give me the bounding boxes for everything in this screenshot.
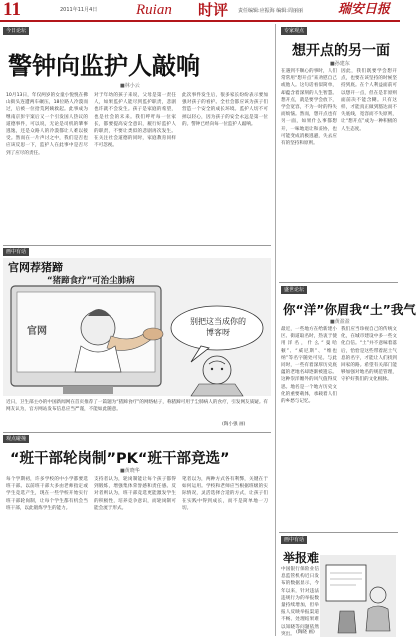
article5-headline: 你“洋”你眉我“土”我气	[283, 302, 416, 317]
section-rule-3	[279, 282, 398, 283]
cartoon-bubble-text: 别把这当成你的博客呀	[190, 317, 246, 337]
article6-caption: 中国银行保险业信息监管机构近日发布的数据显示，今年以来，针对违法违规行为的举报数量持续增加，但举报人反映举报渠道不畅、处理结果难以知晓等问题依然突出。	[281, 567, 319, 637]
newspaper-brand: 瑞安日报	[338, 2, 391, 17]
editors-line: 责任编辑:应振海 编辑:周丽丽	[238, 8, 303, 14]
article3-headline: “班干部轮岗制”PK“班干部竞选”	[10, 451, 230, 467]
cartoon-speech: “猪蹄食疗”可治尘肺病	[47, 276, 135, 286]
article1-column-2: 对于年幼的孩子来说，父母是第一责任人，如果监护人能尽到监护职责，悲剧也许就不会发生。孩子是家庭的希望，也是社会的未来。我们呼吁每一位家长，都要提高安全意识，履行好监护人的职责，不要让类似的悲剧再次发生。在关注社会道德的同时，家庭教育同样不可忽视。	[94, 93, 176, 149]
article5-byline: ■黄盈盈	[330, 319, 350, 325]
section-title: 时评	[198, 1, 229, 19]
article3-tag: 观点碰撞	[3, 435, 29, 443]
cartoon-illustration	[3, 258, 271, 396]
article4-headline: 想开点的另一面	[292, 43, 390, 59]
cartoon-credit: (陶小强 画)	[222, 422, 246, 427]
small-cartoon	[320, 555, 396, 637]
article4-byline: ■孙建东	[330, 61, 350, 67]
article1-column-3: 此次事件发生后，很多家长纷纷表示要加强对孩子的看护。全社会都应该为孩子们营造一个安全的成长环境。监护人切不可掉以轻心，因为孩子的安全永远是第一位的。警钟已经向每一位监护人敲响。	[182, 93, 268, 127]
article1-column-1: 10月13日，年仅两岁的女童小悦悦在佛山街头连遭两车碾压，18位路人冷漠而过，后被一位拾荒阿姨救起。此事成为继南京彭宇案后又一个引发国人热议的道德事件，可以说，无论是司机的肇事逃逸，还是众路人的冷漠都让人难以接受。然而在一片声讨之中，我们是否也应该反思一下，监护人在此事中是否尽到了应尽的责任。	[6, 93, 88, 156]
article5-tag: 盛世论坛	[281, 286, 307, 294]
article3-column-3: 笔者以为，两种方式各有利弊，关键在于如何运用。学校和老师应当根据班级的实际情况，灵活选择合适的方式，让孩子们在实践中得到成长，而不是简单地一刀切。	[182, 477, 268, 511]
article3-byline: ■黄晓华	[120, 468, 140, 474]
article1-byline: ■林小云	[120, 83, 140, 89]
article3-column-2: 支持者认为，轮岗制能让每个孩子都得到锻炼，增强集体荣誉感和责任感。反对者则认为，班干部竞选更能激发学生的积极性，培养竞争意识，而轮岗制可能会流于形式。	[94, 477, 176, 511]
article6-headline: 举报难	[283, 551, 320, 565]
small-cartoon-credit: (陶晓 画)	[296, 630, 315, 635]
small-cartoon-drawing	[320, 555, 396, 637]
article4-column-1: 在遇到不顺心的事时，人们常常用“想开点”来劝慰自己或他人。这句话看似简单，却蕴含着深刻的人生智慧。想开点，就是要学会放下，学会宽容，不为一时的得失而烦恼。然而，想开点也有另一面，如果什么事都想开，一味地退让和妥协，也可能变成消极逃避，失去应有的坚持和原则。	[281, 69, 337, 147]
section-roman: Ruian	[136, 2, 172, 18]
section-rule	[3, 245, 271, 246]
section-rule-2	[3, 432, 271, 433]
article2-headline: 官网荐猪蹄	[8, 261, 63, 274]
article5-column-2: 我们应当珍视自己的传统文化，在城市建设中多一些文化自信。“土”并不意味着落后，恰恰是这些带着泥土气息的名字，才能让人们找到回家的路。希望有关部门能够加强对地名的规范管理，守护好我们的文化根脉。	[341, 327, 397, 383]
cartoon-caption: 近日，卫生部主办的中国新闻网在首页推荐了一篇题为“猪蹄食疗”的网络帖子，称猪蹄可用于尘肺病人的食疗，引发网友质疑。有网友认为，官方网站发布信息应当严谨，不能如此随意。	[6, 400, 269, 412]
article4-column-2: 因此，我们既要学会想开点，也要在该坚持的时候坚持到底。在个人利益面前可以想开一点，但在是非原则面前决不能含糊。只有这样，才能真正做到豁达而不失底线，宽容而不失原则，让“想开点”成为一种积极的人生态度。	[341, 69, 397, 132]
column-divider	[275, 24, 276, 636]
article1-headline: 警钟向监护人敲响	[8, 52, 200, 80]
issue-date: 2011年11月4日	[60, 7, 98, 13]
article3-column-1: 每个学期初，许多学校的中小学都要选班干部。以前班干部大多由老师指定或学生竞选产生，现在一些学校开始实行班干部轮岗制，让每个学生都有机会当班干部，以此锻炼学生的能力。	[6, 477, 88, 511]
article1-tag: 今日论坛	[3, 27, 29, 35]
article2-tag: 画中有话	[3, 248, 29, 256]
page-number: 11	[3, 0, 21, 20]
masthead	[0, 0, 400, 22]
article5-column-1: 最近，一些地方在给新建小区、街道取名时，热衷于使用洋名，什么“曼哈顿”、“威尼斯”、“维也纳”等名字随处可见。与此同时，一些有着深厚历史底蕴的老地名却逐渐被遗忘。这种崇洋媚外的风气值得反思。地名是一个地方历史文化的重要载体，承载着人们的乡愁与记忆。	[281, 327, 337, 405]
cartoon-screen-label: 官网	[27, 326, 47, 337]
section-rule-4	[279, 532, 398, 533]
article6-tag: 画中有话	[281, 536, 307, 544]
article4-tag: 专家观点	[281, 27, 307, 35]
